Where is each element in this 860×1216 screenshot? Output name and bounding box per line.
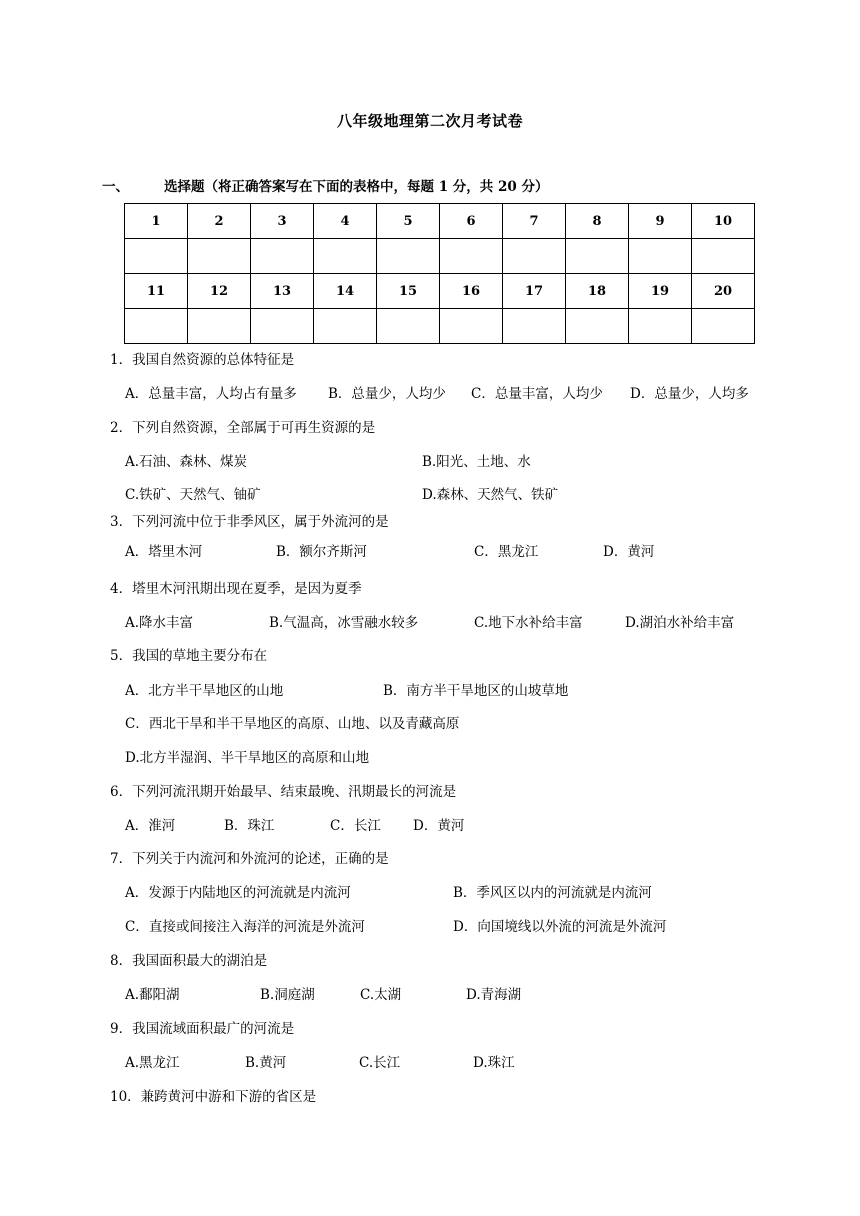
answer-number-cell: 13 [251,274,314,309]
answer-blank-cell[interactable] [629,309,692,344]
answer-blank-cell[interactable] [692,239,755,274]
option-c: C．直接或间接注入海洋的河流是外流河 [125,919,365,935]
answer-number-cell: 18 [566,274,629,309]
option-b: B．珠江 [224,818,275,834]
answer-number-cell: 8 [566,204,629,239]
option-a: A．塔里木河 [125,544,203,560]
answer-blank-cell[interactable] [440,239,503,274]
option-d: D.湖泊水补给丰富 [625,615,735,631]
answer-number-cell: 9 [629,204,692,239]
answer-blank-cell[interactable] [125,239,188,274]
option-c: C．总量丰富，人均少 [471,386,603,402]
answer-table [124,203,755,344]
answer-blank-cell[interactable] [251,309,314,344]
option-a: A.鄱阳湖 [125,987,180,1003]
option-a: A．淮河 [125,818,176,834]
option-d: D．总量少，人均多 [630,386,749,402]
option-b: B．总量少，人均少 [328,386,446,402]
answer-blank-cell[interactable] [692,309,755,344]
answer-blank-cell[interactable] [188,239,251,274]
question-stem: 9．我国流域面积最广的河流是 [110,1021,295,1037]
question-stem: 6．下列河流汛期开始最早、结束最晚、汛期最长的河流是 [110,784,457,800]
option-c: C．黑龙江 [474,544,539,560]
option-b: B．南方半干旱地区的山坡草地 [383,683,569,699]
question-stem: 5．我国的草地主要分布在 [110,648,268,664]
answer-blank-cell[interactable] [566,239,629,274]
answer-number-cell: 19 [629,274,692,309]
answer-blank-cell[interactable] [314,309,377,344]
option-b: B．额尔齐斯河 [276,544,367,560]
answer-number-cell: 1 [125,204,188,239]
answer-number-cell: 5 [377,204,440,239]
answer-blank-cell[interactable] [503,309,566,344]
section-heading [102,175,548,195]
question-stem: 2．下列自然资源，全部属于可再生资源的是 [110,420,376,436]
option-c: C.太湖 [360,987,402,1003]
answer-table-number-row [125,204,755,239]
answer-table-blank-row [125,309,755,344]
option-a: A．总量丰富，人均占有量多 [125,386,297,402]
exam-title: 八年级地理第二次月考试卷 [336,112,523,130]
question-stem: 8．我国面积最大的湖泊是 [110,953,268,969]
option-b: B.阳光、土地、水 [422,454,531,470]
option-d: D.珠江 [473,1055,515,1071]
answer-number-cell: 17 [503,274,566,309]
option-row [125,385,765,403]
question-stem: 3．下列河流中位于非季风区，属于外流河的是 [110,514,389,530]
question-stem: 4．塔里木河汛期出现在夏季，是因为夏季 [110,581,362,597]
option-c: C．长江 [330,818,381,834]
answer-table-number-row [125,274,755,309]
option-b: B.黄河 [245,1055,287,1071]
answer-blank-cell[interactable] [314,239,377,274]
option-c: C．西北干旱和半干旱地区的高原、山地、以及青藏高原 [125,716,460,732]
answer-blank-cell[interactable] [377,239,440,274]
option-d: D.森林、天然气、铁矿 [422,487,559,503]
option-b: B.气温高，冰雪融水较多 [269,615,419,631]
answer-number-cell: 16 [440,274,503,309]
answer-number-cell: 15 [377,274,440,309]
option-b: B．季风区以内的河流就是内流河 [453,885,652,901]
option-c: C.铁矿、天然气、铀矿 [125,487,261,503]
answer-number-cell: 11 [125,274,188,309]
answer-number-cell: 4 [314,204,377,239]
option-a: A.降水丰富 [125,615,194,631]
option-d: D．黄河 [413,818,465,834]
answer-blank-cell[interactable] [629,239,692,274]
answer-blank-cell[interactable] [251,239,314,274]
option-a: A.黑龙江 [125,1055,180,1071]
option-c: C.长江 [359,1055,401,1071]
option-d: D.北方半湿润、半干旱地区的高原和山地 [125,750,370,766]
answer-number-cell: 10 [692,204,755,239]
answer-blank-cell[interactable] [566,309,629,344]
option-d: D.青海湖 [466,987,522,1003]
answer-blank-cell[interactable] [125,309,188,344]
answer-number-cell: 7 [503,204,566,239]
answer-table-blank-row [125,239,755,274]
answer-blank-cell[interactable] [377,309,440,344]
option-a: A.石油、森林、煤炭 [125,454,248,470]
answer-number-cell: 12 [188,274,251,309]
option-a: A．发源于内陆地区的河流就是内流河 [125,885,351,901]
option-a: A．北方半干旱地区的山地 [125,683,284,699]
option-d: D．向国境线以外流的河流是外流河 [453,919,667,935]
answer-number-cell: 3 [251,204,314,239]
answer-number-cell: 20 [692,274,755,309]
option-d: D．黄河 [603,544,655,560]
section-number: 一、 [102,179,129,195]
answer-number-cell: 14 [314,274,377,309]
answer-blank-cell[interactable] [188,309,251,344]
option-b: B.洞庭湖 [260,987,315,1003]
option-c: C.地下水补给丰富 [474,615,583,631]
question-stem: 10．兼跨黄河中游和下游的省区是 [110,1089,317,1105]
question-stem: 1．我国自然资源的总体特征是 [110,352,295,368]
question-stem: 7．下列关于内流河和外流河的论述，正确的是 [110,851,389,867]
answer-blank-cell[interactable] [503,239,566,274]
answer-blank-cell[interactable] [440,309,503,344]
section-instructions: 选择题（将正确答案写在下面的表格中，每题 1 分，共 20 分） [164,179,549,195]
answer-number-cell: 6 [440,204,503,239]
answer-number-cell: 2 [188,204,251,239]
